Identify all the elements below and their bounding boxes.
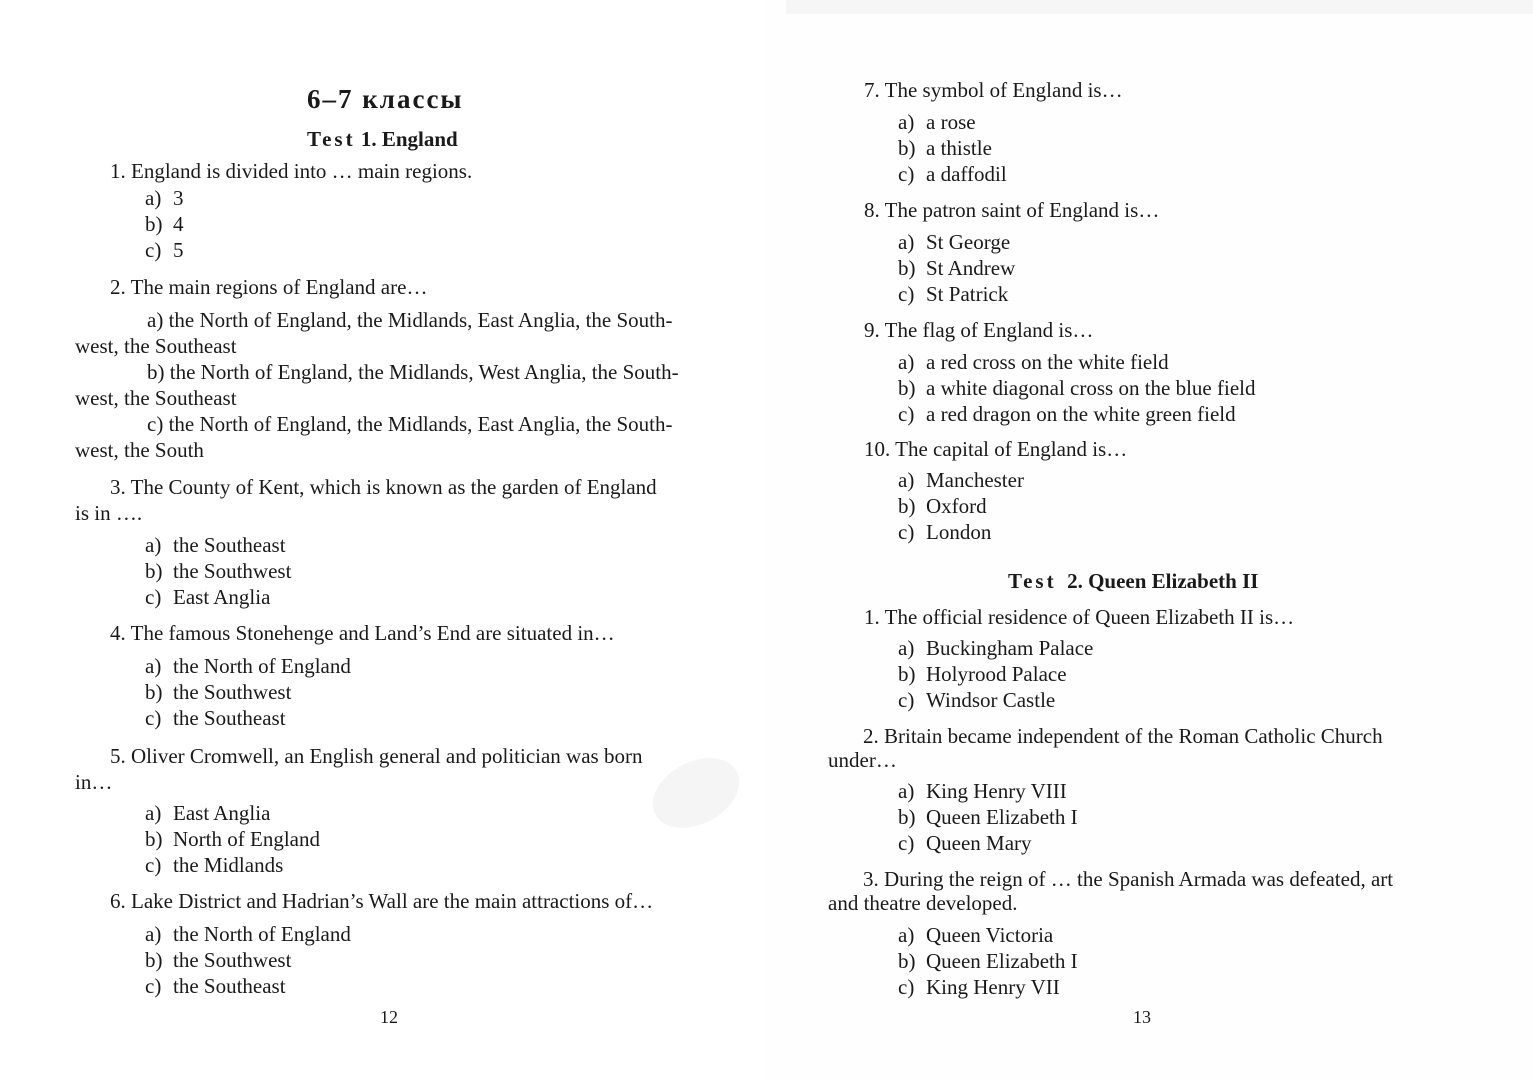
question-2-1-options — [898, 635, 1093, 713]
option-b: b) a thistle — [898, 136, 992, 160]
question-1-10-options — [898, 467, 1024, 545]
question-1-1: 1. England is divided into … main regions. — [110, 159, 473, 183]
question-1-2-option-c: c) the North of England, the Midlands, East Anglia, the South- west, the South — [75, 412, 673, 462]
question-2-3-options — [898, 922, 1078, 1000]
question-1-10: 10. The capital of England is… — [864, 437, 1128, 461]
option-b: b) Holyrood Palace — [898, 662, 1067, 686]
option-a: a) Queen Victoria — [898, 923, 1054, 947]
question-1-3: 3. The County of Kent, which is known as the garden of England is in …. — [75, 475, 657, 525]
option-b: b) the Southwest — [145, 680, 292, 704]
question-1-8-options — [898, 229, 1015, 307]
option-c: c) a red dragon on the white green field — [898, 402, 1236, 426]
option-b: b) a white diagonal cross on the blue field — [898, 376, 1256, 400]
question-2-3: 3. During the reign of … the Spanish Armada was defeated, art and theatre developed. — [828, 867, 1394, 915]
option-c: c) King Henry VII — [898, 975, 1060, 999]
option-b: b) Queen Elizabeth I — [898, 805, 1078, 829]
question-2-1: 1. The official residence of Queen Elizabeth II is… — [864, 605, 1295, 629]
option-a: a) 3 — [145, 186, 184, 210]
option-a: a) the North of England — [145, 654, 351, 678]
page-number-left: 12 — [380, 1007, 398, 1027]
option-b: b) the Southwest — [145, 948, 292, 972]
option-b: b) 4 — [145, 212, 184, 236]
page-edge-shade — [786, 0, 1533, 14]
question-2-2-options — [898, 778, 1078, 856]
option-b: b) Queen Elizabeth I — [898, 949, 1078, 973]
option-c: c) 5 — [145, 238, 184, 262]
option-a: a) the Southeast — [145, 533, 286, 557]
option-c: c) St Patrick — [898, 282, 1009, 306]
option-a: a) Manchester — [898, 468, 1024, 492]
option-c: c) a daffodil — [898, 162, 1007, 186]
option-c: c) the Midlands — [145, 853, 284, 877]
question-1-7-options — [898, 109, 1007, 187]
option-c: c) East Anglia — [145, 585, 271, 609]
question-1-4: 4. The famous Stonehenge and Land’s End are situated in… — [110, 621, 615, 645]
right-page — [766, 0, 1533, 1080]
option-c: c) the Southeast — [145, 974, 286, 998]
option-b: b) North of England — [145, 827, 320, 851]
page-number-right: 13 — [1133, 1007, 1151, 1027]
question-1-8: 8. The patron saint of England is… — [864, 198, 1160, 222]
question-1-5-options — [145, 800, 320, 878]
question-1-2: 2. The main regions of England are… — [110, 275, 428, 299]
grade-heading: 6–7 классы — [307, 84, 464, 114]
question-1-2-option-b: b) the North of England, the Midlands, West Anglia, the South- west, the Southeast — [75, 360, 679, 410]
question-1-9: 9. The flag of England is… — [864, 318, 1094, 342]
option-b: b) the Southwest — [145, 559, 292, 583]
option-a: a) Buckingham Palace — [898, 636, 1094, 660]
option-b: b) St Andrew — [898, 256, 1016, 280]
question-2-2: 2. Britain became independent of the Roman Catholic Church under… — [828, 724, 1383, 772]
test-1-title: Test 1. England — [307, 127, 458, 151]
option-a: a) King Henry VIII — [898, 779, 1067, 803]
option-a: a) a red cross on the white field — [898, 350, 1169, 374]
option-c: c) Queen Mary — [898, 831, 1032, 855]
option-c: c) Windsor Castle — [898, 688, 1056, 712]
option-a: a) a rose — [898, 110, 976, 134]
option-b: b) Oxford — [898, 494, 987, 518]
question-1-3-options — [145, 532, 291, 610]
question-1-7: 7. The symbol of England is… — [864, 78, 1123, 102]
question-1-1-options — [145, 185, 184, 263]
option-a: a) East Anglia — [145, 801, 271, 825]
option-c: c) the Southeast — [145, 706, 286, 730]
question-1-6-options — [145, 921, 351, 999]
question-1-9-options — [898, 349, 1256, 427]
question-1-5: 5. Oliver Cromwell, an English general and politician was born in… — [75, 744, 643, 794]
option-a: a) St George — [898, 230, 1011, 254]
question-1-4-options — [145, 653, 351, 731]
option-a: a) the North of England — [145, 922, 351, 946]
question-1-6: 6. Lake District and Hadrian’s Wall are the main attractions of… — [110, 889, 654, 913]
option-c: c) London — [898, 520, 992, 544]
question-1-2-option-a: a) the North of England, the Midlands, East Anglia, the South- west, the Southeast — [75, 308, 673, 358]
test-2-title: Test 2. Queen Elizabeth II — [1008, 569, 1259, 593]
